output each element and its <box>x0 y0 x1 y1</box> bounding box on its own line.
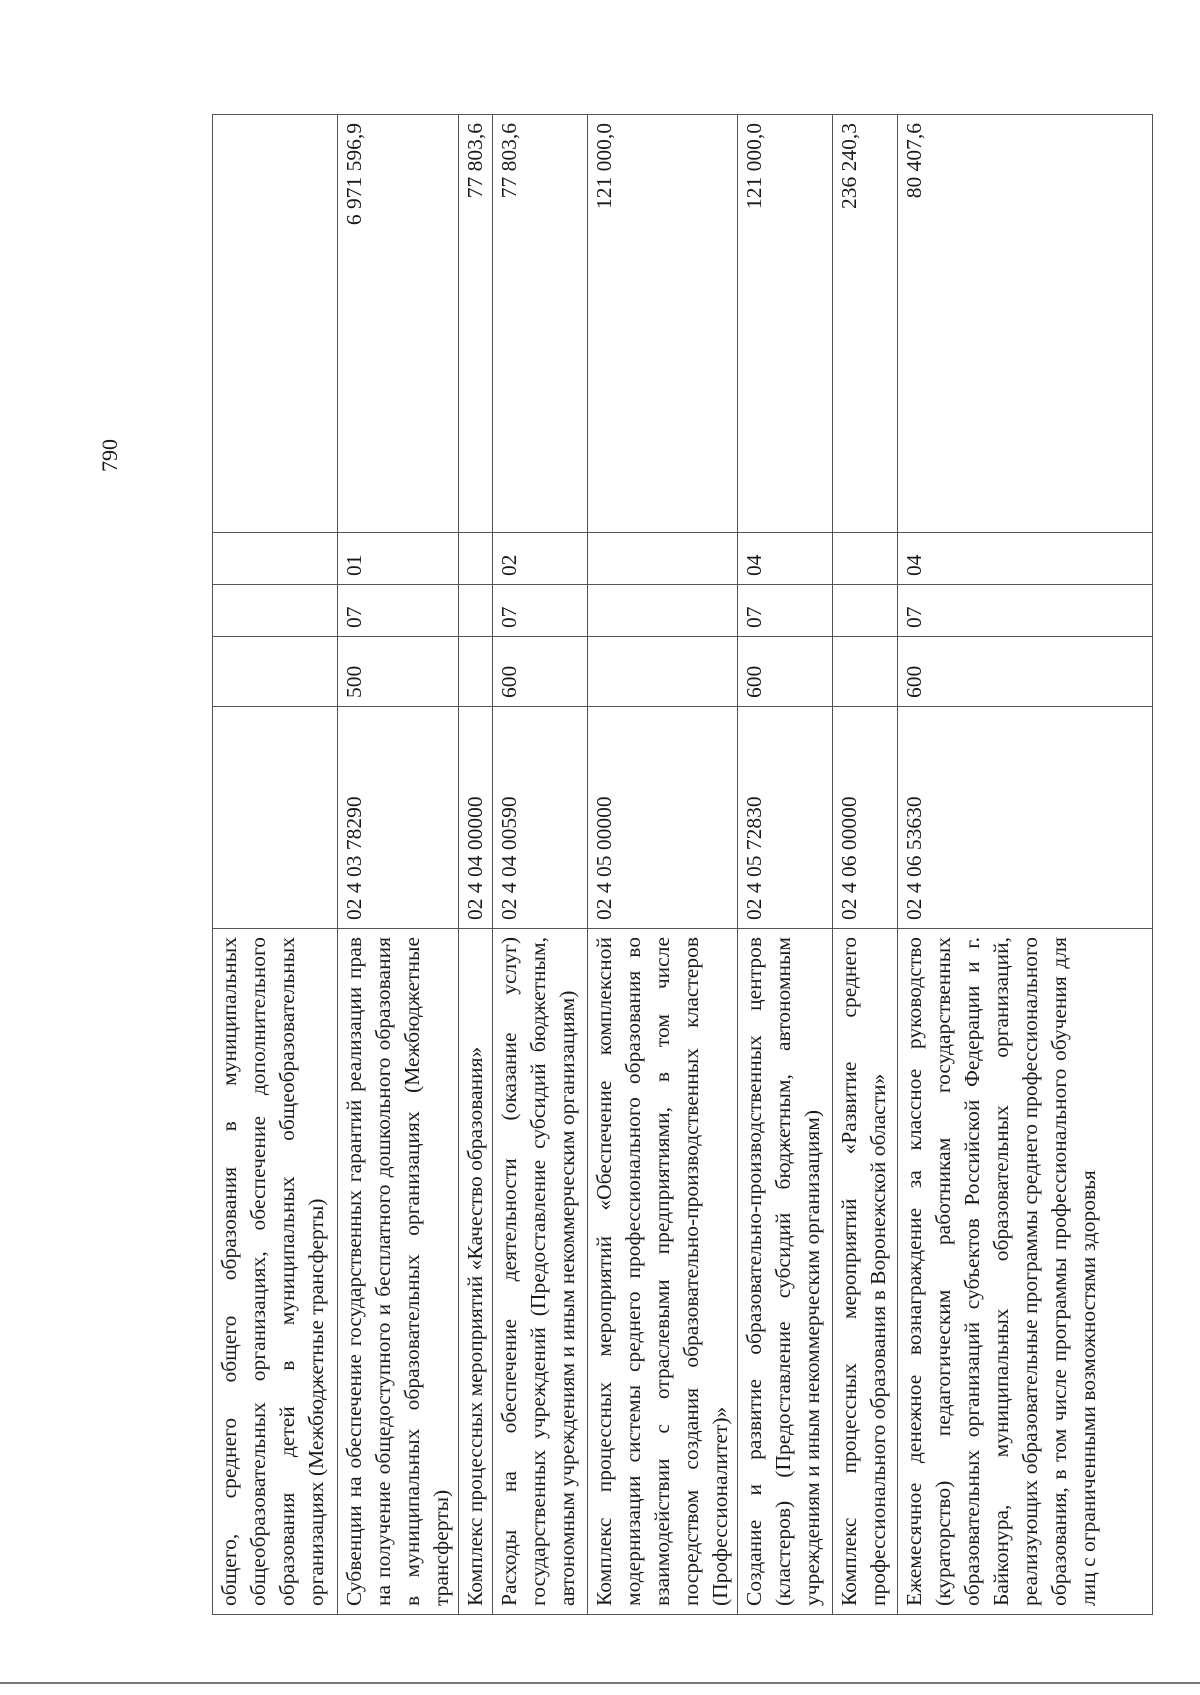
row-csr: 02 4 04 00590 <box>493 707 588 929</box>
row-csr: 02 4 05 00000 <box>588 707 738 929</box>
page-number: 790 <box>97 439 122 472</box>
row-rz <box>459 585 493 637</box>
row-rz: 07 <box>493 585 588 637</box>
row-vr <box>459 637 493 707</box>
row-name: Ежемесячное денежное вознаграждение за классное руководство (кураторство) педагогическим работникам государственных образовательных организаций субъектов Российской Федерации и г. Байконура, муниципальных образовательных организаций, реализующих образовательные программы среднего профессионального образования, в том числе программы профессионального обучения для лиц с ограниченными возможностями здоровья <box>898 929 1153 1615</box>
row-pr <box>459 533 493 585</box>
row-vr: 600 <box>493 637 588 707</box>
row-rz: 07 <box>738 585 833 637</box>
row-rz <box>833 585 898 637</box>
row-sum: 6 971 596,9 <box>338 115 459 533</box>
table-row <box>738 115 833 1615</box>
row-name: Комплекс процессных мероприятий «Обеспечение комплексной модернизации системы среднего профессионального образования во взаимодействии с отраслевыми предприятиями, в том числе посредством создания образовательно-производственных кластеров (Профессионалитет)» <box>588 929 738 1615</box>
table-row <box>459 115 493 1615</box>
row-pr <box>213 533 338 585</box>
row-pr <box>588 533 738 585</box>
row-sum <box>213 115 338 533</box>
row-csr: 02 4 06 00000 <box>833 707 898 929</box>
row-name: Субвенции на обеспечение государственных гарантий реализации прав на получение общедоступного и бесплатного дошкольного образования в муниципальных образовательных организациях (Межбюджетные трансферты) <box>338 929 459 1615</box>
row-rz <box>588 585 738 637</box>
table-row <box>338 115 459 1615</box>
row-pr: 02 <box>493 533 588 585</box>
row-name: Создание и развитие образовательно-производственных центров (кластеров) (Предоставление субсидий бюджетным, автономным учреждениям и иным некоммерческим организациям) <box>738 929 833 1615</box>
row-vr: 500 <box>338 637 459 707</box>
row-sum: 236 240,3 <box>833 115 898 533</box>
row-name: общего, среднего общего образования в муниципальных общеобразовательных организациях, обеспечение дополнительного образования детей в муниципальных общеобразовательных организациях (Межбюджетные трансферты) <box>213 929 338 1615</box>
page-edge-rule <box>0 1682 1200 1684</box>
row-name: Комплекс процессных мероприятий «Развитие среднего профессионального образования в Воронежской области» <box>833 929 898 1615</box>
row-pr: 01 <box>338 533 459 585</box>
row-vr: 600 <box>898 637 1153 707</box>
row-rz: 07 <box>338 585 459 637</box>
row-csr: 02 4 04 00000 <box>459 707 493 929</box>
budget-table <box>212 114 1153 1615</box>
row-csr: 02 4 05 72830 <box>738 707 833 929</box>
row-name: Комплекс процессных мероприятий «Качество образования» <box>459 929 493 1615</box>
row-vr <box>833 637 898 707</box>
row-sum: 121 000,0 <box>738 115 833 533</box>
row-rz: 07 <box>898 585 1153 637</box>
row-csr: 02 4 06 53630 <box>898 707 1153 929</box>
row-sum: 121 000,0 <box>588 115 738 533</box>
row-pr <box>833 533 898 585</box>
row-vr <box>588 637 738 707</box>
table-row <box>588 115 738 1615</box>
table-row <box>833 115 898 1615</box>
row-sum: 80 407,6 <box>898 115 1153 533</box>
row-name: Расходы на обеспечение деятельности (оказание услуг) государственных учреждений (Предоставление субсидий бюджетным, автономным учреждениям и иным некоммерческим организациям) <box>493 929 588 1615</box>
row-csr <box>213 707 338 929</box>
budget-table-container <box>212 115 1102 1615</box>
table-row <box>213 115 338 1615</box>
row-rz <box>213 585 338 637</box>
row-vr: 600 <box>738 637 833 707</box>
row-pr: 04 <box>898 533 1153 585</box>
table-row <box>898 115 1153 1615</box>
row-sum: 77 803,6 <box>459 115 493 533</box>
table-row <box>493 115 588 1615</box>
row-pr: 04 <box>738 533 833 585</box>
row-vr <box>213 637 338 707</box>
row-sum: 77 803,6 <box>493 115 588 533</box>
row-csr: 02 4 03 78290 <box>338 707 459 929</box>
